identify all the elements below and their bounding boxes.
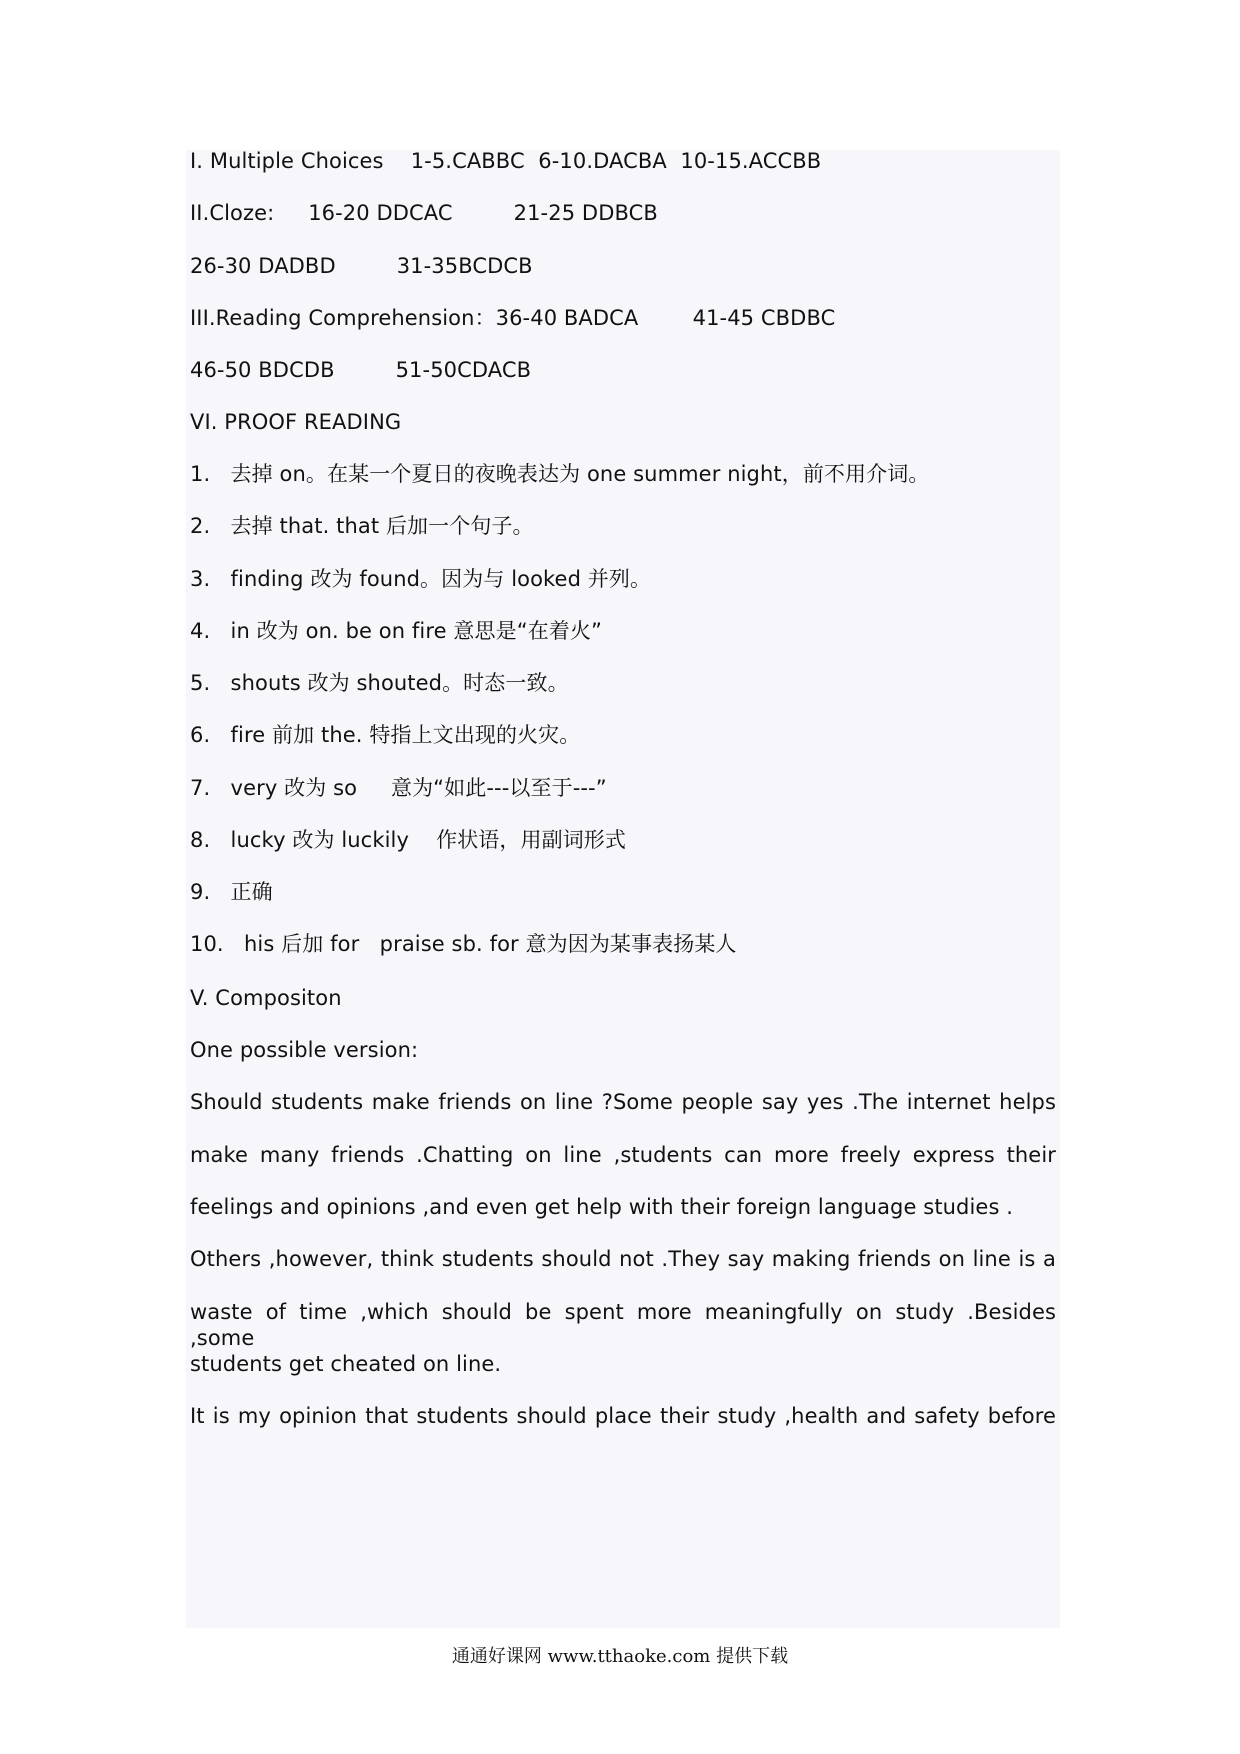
proof-item: 4. in 改为 on. be on fire 意思是“在着火” (190, 619, 602, 643)
composition-line: make many friends .Chatting on line ,students can more freely express their (190, 1143, 1056, 1167)
composition-line: students get cheated on line. (190, 1352, 502, 1376)
proof-item: 3. finding 改为 found。因为与 looked 并列。 (190, 567, 652, 591)
proof-item: 6. fire 前加 the. 特指上文出现的火灾。 (190, 723, 581, 747)
composition-intro: One possible version: (190, 1038, 419, 1062)
proof-item: 10. his 后加 for praise sb. for 意为因为某事表扬某人 (190, 932, 737, 956)
reading-answers-line-2: 46-50 BDCDB 51-50CDACB (190, 358, 532, 382)
proof-item: 7. very 改为 so 意为“如此---以至于---” (190, 776, 607, 800)
proof-item: 9. 正确 (190, 880, 273, 904)
proof-item: 1. 去掉 on。在某一个夏日的夜晚表达为 one summer night，前不用介词。 (190, 462, 930, 486)
composition-line: waste of time ,which should be spent more meaningfully on study .Besides ,some (190, 1300, 1056, 1350)
page-footer: 通通好课网 www.tthaoke.com 提供下载 (451, 1646, 789, 1667)
proof-item: 8. lucky 改为 luckily 作状语，用副词形式 (190, 828, 626, 852)
proof-reading-heading: VI. PROOF READING (190, 410, 402, 434)
proof-item: 5. shouts 改为 shouted。时态一致。 (190, 671, 569, 695)
cloze-answers-line-2: 26-30 DADBD 31-35BCDCB (190, 254, 533, 278)
composition-heading: V. Compositon (190, 986, 342, 1010)
composition-line: feelings and opinions ,and even get help with their foreign language studies . (190, 1195, 1014, 1219)
multiple-choice-answers: I. Multiple Choices 1-5.CABBC 6-10.DACBA 10-15.ACCBB (190, 149, 822, 173)
composition-line: It is my opinion that students should place their study ,health and safety before (190, 1404, 1056, 1428)
proof-item: 2. 去掉 that. that 后加一个句子。 (190, 514, 534, 538)
cloze-answers-line-1: II.Cloze: 16-20 DDCAC 21-25 DDBCB (190, 201, 658, 225)
composition-line: Should students make friends on line ?Some people say yes .The internet helps (190, 1090, 1056, 1114)
reading-answers-line-1: III.Reading Comprehension：36-40 BADCA 41-45 CBDBC (190, 306, 836, 330)
composition-line: Others ,however, think students should not .They say making friends on line is a (190, 1247, 1056, 1271)
